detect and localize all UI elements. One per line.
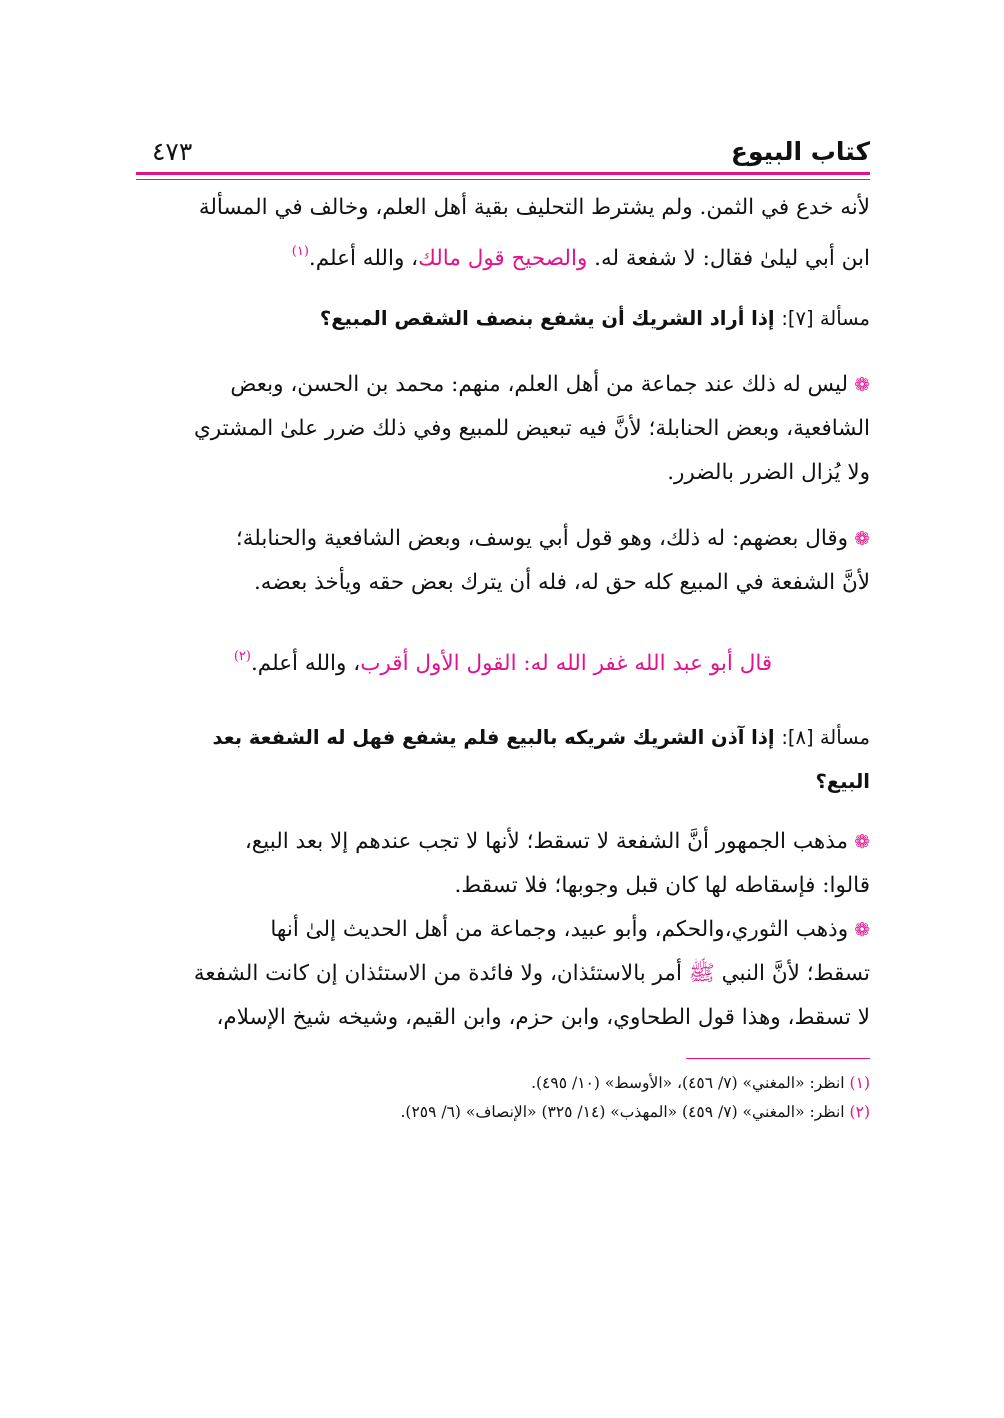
text-line: الشافعية، وبعض الحنابلة؛ لأنَّ فيه تبعيض للمبيع وفي ذلك ضرر علىٰ المشتري	[193, 416, 870, 441]
issue-title: إذا أراد الشريك أن يشفع بنصف الشقص المبيع؟	[319, 307, 782, 330]
text-span: ابن أبي ليلىٰ فقال: لا شفعة له.	[587, 246, 870, 271]
text-span: ، والله أعلم.	[308, 246, 419, 271]
footnote-ref-1[interactable]: (١)	[291, 244, 309, 259]
footnote-text: انظر: «المغني» (٧/ ٤٥٩) «المهذب» (١٤/ ٣٢٥) «الإنصاف» (٦/ ٢٥٩).	[400, 1103, 845, 1121]
text-span: وذهب الثوري،والحكم، وأبو عبيد، وجماعة من أهل الحديث إلىٰ أنها	[270, 917, 849, 942]
text-line: ولا يُزال الضرر بالضرر.	[667, 460, 870, 485]
footnotes	[136, 1069, 870, 1127]
text-span: وقال بعضهم: له ذلك، وهو قول أبي يوسف، وبعض الشافعية والحنابلة؛	[235, 526, 849, 551]
highlighted-opinion: قال أبو عبد الله غفر الله له: القول الأول أقرب	[360, 651, 773, 676]
issue-heading-8	[136, 716, 870, 760]
salawat-honorific-icon: ﷺ	[688, 961, 715, 986]
flower-bullet-icon: ❁	[854, 374, 870, 396]
author-conclusion	[136, 635, 870, 686]
book-title: كتاب البيوع	[730, 137, 870, 166]
issue-heading-7	[136, 297, 870, 341]
issue-number: مسألة [٧]:	[781, 307, 870, 330]
issue-title: إذا آذن الشريك شريكه بالبيع فلم يشفع فهل له الشفعة بعد	[212, 726, 782, 749]
text-line	[136, 230, 870, 281]
text-line: لأنه خدع في الثمن. ولم يشترط التحليف بقية أهل العلم، وخالف في المسألة	[198, 195, 870, 220]
text-span: أمر بالاستئذان، ولا فائدة من الاستئذان إن كانت الشفعة	[193, 961, 689, 986]
text-line: لا تسقط، وهذا قول الطحاوي، وابن حزم، وابن القيم، وشيخه شيخ الإسلام،	[216, 1005, 870, 1030]
text-line	[136, 517, 870, 561]
text-line: لأنَّ الشفعة في المبيع كله حق له، فله أن يترك بعض حقه ويأخذ بعضه.	[253, 570, 870, 595]
text-line	[136, 820, 870, 864]
footnote-item	[136, 1098, 870, 1127]
book-page	[136, 120, 870, 1127]
footnote-separator	[686, 1058, 870, 1059]
flower-bullet-icon: ❁	[854, 831, 870, 853]
paragraph	[136, 820, 870, 908]
paragraph-continuation	[136, 186, 870, 281]
header-rule-thin	[136, 179, 870, 180]
paragraph	[136, 517, 870, 605]
page-number: ٤٧٣	[152, 137, 193, 166]
text-span: ليس له ذلك عند جماعة من أهل العلم، منهم: محمد بن الحسن، وبعض	[230, 372, 849, 397]
text-line	[136, 363, 870, 407]
text-line	[136, 908, 870, 952]
page-header	[136, 120, 870, 166]
text-line	[136, 952, 870, 996]
text-span: مذهب الجمهور أنَّ الشفعة لا تسقط؛ لأنها لا تجب عندهم إلا بعد البيع،	[244, 829, 849, 854]
footnote-item	[136, 1069, 870, 1098]
highlighted-opinion: والصحيح قول مالك	[418, 246, 588, 271]
text-span: تسقط؛ لأنَّ النبي	[714, 961, 870, 986]
text-span: ، والله أعلم.	[250, 651, 361, 676]
header-rule-thick	[136, 172, 870, 175]
issue-heading-8-cont: البيع؟	[815, 770, 870, 793]
footnote-number: (٢)	[849, 1103, 870, 1121]
footnote-ref-2[interactable]: (٢)	[233, 649, 251, 664]
issue-number: مسألة [٨]:	[781, 726, 870, 749]
paragraph	[136, 363, 870, 495]
flower-bullet-icon: ❁	[854, 528, 870, 550]
paragraph	[136, 908, 870, 1040]
footnote-number: (١)	[849, 1074, 870, 1092]
flower-bullet-icon: ❁	[854, 919, 870, 941]
footnote-text: انظر: «المغني» (٧/ ٤٥٦)، «الأوسط» (١٠/ ٤٩٥).	[531, 1074, 845, 1092]
text-line: قالوا: فإسقاطه لها كان قبل وجوبها؛ فلا تسقط.	[454, 873, 870, 898]
